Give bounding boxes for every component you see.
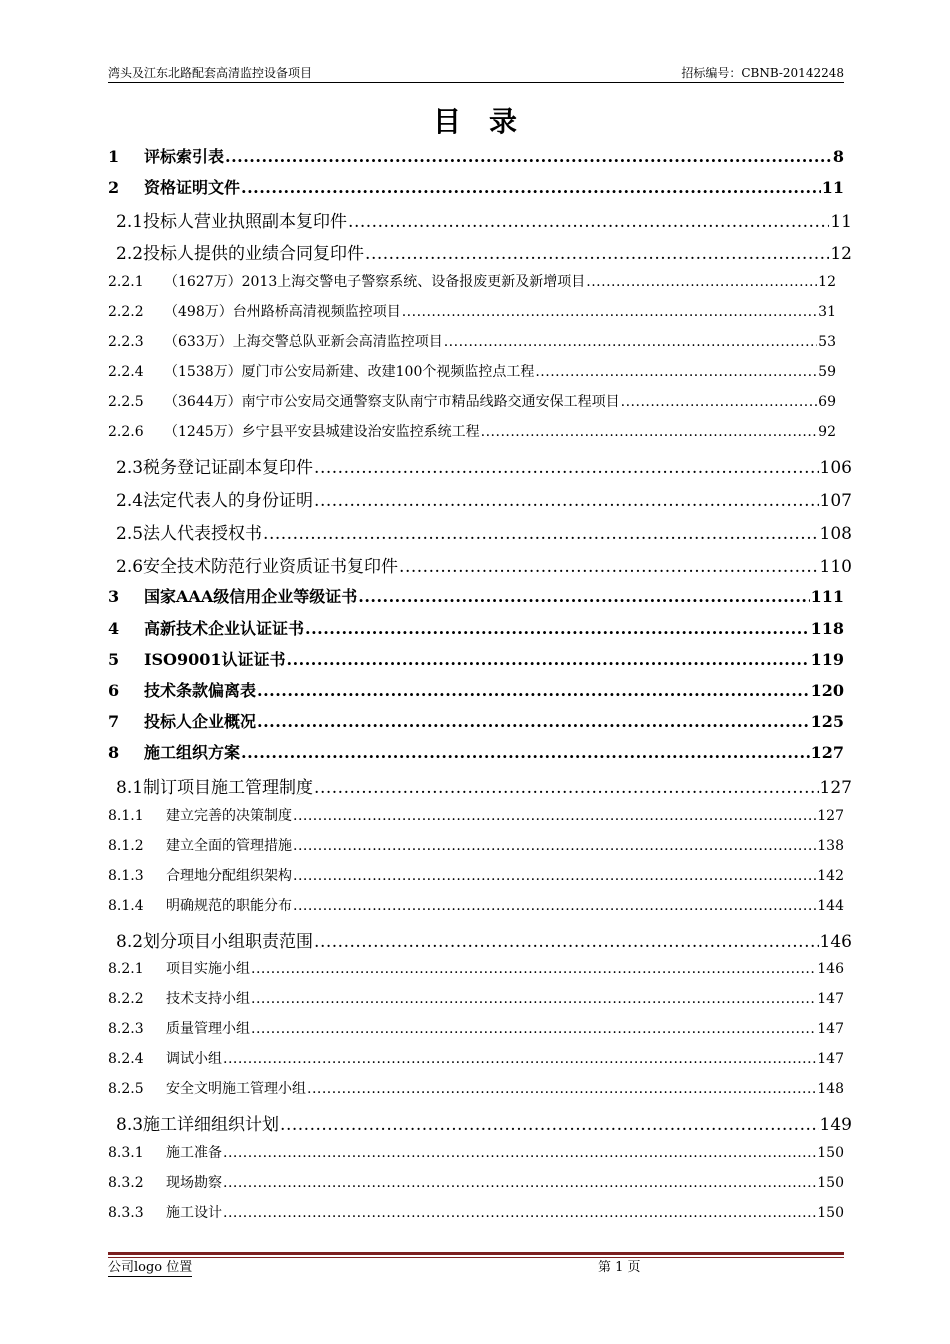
footer-logo-placeholder: 公司logo 位置 <box>108 1260 193 1275</box>
toc-leader-dots <box>257 681 810 700</box>
toc-entry[interactable] <box>108 207 852 232</box>
toc-leader-dots <box>251 991 816 1007</box>
toc-leader-dots <box>251 1021 816 1037</box>
toc-entry-title: 制订项目施工管理制度 <box>143 778 314 798</box>
toc-entry-page: 11 <box>821 178 844 197</box>
toc-leader-dots <box>348 212 829 232</box>
toc-entry-page: 12 <box>818 274 836 290</box>
toc-leader-dots <box>287 650 810 669</box>
page-footer <box>108 1260 844 1278</box>
toc-leader-dots <box>314 458 819 478</box>
toc-entry-number: 8.2.5 <box>108 1081 144 1097</box>
toc-entry-page: 150 <box>817 1145 844 1161</box>
toc-entry[interactable] <box>108 361 836 381</box>
toc-entry-page: 118 <box>810 619 844 638</box>
toc-leader-dots <box>241 178 821 197</box>
toc-entry[interactable] <box>108 616 844 639</box>
toc-entry[interactable] <box>108 331 836 351</box>
toc-entry-number: 8.3.1 <box>108 1145 144 1161</box>
toc-entry-number: 8.2 <box>116 932 144 952</box>
toc-entry-title: 投标人提供的业绩合同复印件 <box>143 244 365 264</box>
toc-entry-page: 144 <box>817 898 844 914</box>
toc-entry-number: 8.2.2 <box>108 991 144 1007</box>
toc-title: 目录 <box>432 105 545 138</box>
toc-entry[interactable] <box>108 1048 844 1068</box>
toc-entry-title: 项目实施小组 <box>166 961 250 977</box>
toc-entry-number: 2.6 <box>116 557 144 577</box>
toc-entry-number: 8.3.2 <box>108 1175 144 1191</box>
toc-entry-number: 2.2.5 <box>108 394 144 410</box>
toc-entry-page: 110 <box>819 557 852 577</box>
toc-entry-page: 69 <box>818 394 836 410</box>
toc-entry-title: 质量管理小组 <box>166 1021 250 1037</box>
header-project-title: 湾头及江东北路配套高清监控设备项目 <box>108 66 313 80</box>
toc-entry-number: 5 <box>108 650 120 669</box>
footer-page-number: 第 1 页 <box>598 1260 641 1275</box>
toc-entry-page: 119 <box>810 650 844 669</box>
toc-entry-title: 安全技术防范行业资质证书复印件 <box>143 557 399 577</box>
page-header <box>108 66 844 83</box>
toc-leader-dots <box>535 364 817 380</box>
toc-leader-dots <box>241 743 810 762</box>
toc-entry-page: 12 <box>830 244 852 264</box>
toc-entry[interactable] <box>108 740 844 763</box>
toc-entry-title: 法定代表人的身份证明 <box>143 491 314 511</box>
toc-entry-title: 施工设计 <box>166 1205 222 1221</box>
toc-leader-dots <box>314 778 819 798</box>
toc-entry[interactable] <box>108 271 836 291</box>
toc-entry-title: 法人代表授权书 <box>143 524 263 544</box>
toc-entry-number: 2.3 <box>116 458 144 478</box>
toc-entry-number: 6 <box>108 681 120 700</box>
toc-entry-title: ISO9001认证证书 <box>144 650 286 669</box>
toc-entry-page: 106 <box>819 458 852 478</box>
toc-entry[interactable] <box>108 391 836 411</box>
toc-entry-title: 施工详细组织计划 <box>143 1115 280 1135</box>
toc-entry-page: 146 <box>817 961 844 977</box>
toc-entry-title: （1245万）乡宁县平安县城建设治安监控系统工程 <box>164 424 480 440</box>
toc-entry-number: 2.4 <box>116 491 144 511</box>
toc-entry[interactable] <box>108 453 852 478</box>
toc-entry-number: 2.2.3 <box>108 334 144 350</box>
toc-entry-number: 2.2.4 <box>108 364 144 380</box>
toc-entry-page: 108 <box>819 524 852 544</box>
toc-entry-number: 2.2.1 <box>108 274 144 290</box>
toc-entry-page: 150 <box>817 1205 844 1221</box>
toc-leader-dots <box>293 838 816 854</box>
toc-entry[interactable] <box>108 865 844 885</box>
toc-entry[interactable] <box>108 301 836 321</box>
toc-entry-title: （1627万）2013上海交警电子警察系统、设备报废更新及新增项目 <box>164 274 586 290</box>
toc-entry-title: （1538万）厦门市公安局新建、改建100个视频监控点工程 <box>164 364 535 380</box>
toc-entry[interactable] <box>108 709 844 732</box>
toc-entry-page: 127 <box>817 808 844 824</box>
toc-entry-page: 138 <box>817 838 844 854</box>
toc-entry-page: 150 <box>817 1175 844 1191</box>
toc-entry-number: 2.1 <box>116 212 144 232</box>
toc-entry[interactable] <box>108 1078 844 1098</box>
toc-entry-title: 评标索引表 <box>144 147 225 166</box>
toc-entry-number: 2.2.2 <box>108 304 144 320</box>
toc-entry[interactable] <box>108 1202 844 1222</box>
toc-entry[interactable] <box>108 1172 844 1192</box>
toc-entry-page: 147 <box>817 1051 844 1067</box>
toc-leader-dots <box>586 274 817 290</box>
toc-entry-number: 8.3 <box>116 1115 144 1135</box>
toc-leader-dots <box>225 147 832 166</box>
toc-entry-title: 技术支持小组 <box>166 991 250 1007</box>
toc-entry-number: 8.1.2 <box>108 838 144 854</box>
toc-entry-number: 2.2.6 <box>108 424 144 440</box>
toc-entry[interactable] <box>108 552 852 577</box>
toc-entry-number: 8 <box>108 743 120 762</box>
toc-entry[interactable] <box>108 486 852 511</box>
toc-entry-number: 1 <box>108 147 120 166</box>
toc-entry[interactable] <box>108 584 844 607</box>
toc-entry[interactable] <box>108 519 852 544</box>
header-tender-number: 招标编号：CBNB-20142248 <box>681 66 844 80</box>
toc-leader-dots <box>444 334 817 350</box>
toc-entry[interactable] <box>108 421 836 441</box>
toc-entry-page: 146 <box>819 932 852 952</box>
toc-leader-dots <box>257 712 810 731</box>
toc-entry-title: 建立全面的管理措施 <box>166 838 292 854</box>
toc-entry[interactable] <box>108 835 844 855</box>
toc-entry-page: 127 <box>810 743 844 762</box>
toc-entry-title: 建立完善的决策制度 <box>166 808 292 824</box>
toc-entry-number: 3 <box>108 587 120 606</box>
toc-entry[interactable] <box>108 895 844 915</box>
toc-leader-dots <box>305 619 810 638</box>
toc-entry-title: 投标人营业执照副本复印件 <box>143 212 348 232</box>
toc-entry-page: 92 <box>818 424 836 440</box>
toc-entry-title: 技术条款偏离表 <box>144 681 257 700</box>
toc-entry-page: 147 <box>817 1021 844 1037</box>
toc-entry-number: 2 <box>108 178 120 197</box>
toc-leader-dots <box>280 1115 819 1135</box>
toc-leader-dots <box>223 1051 816 1067</box>
toc-entry-page: 125 <box>810 712 844 731</box>
toc-entry-page: 59 <box>818 364 836 380</box>
toc-entry-page: 127 <box>819 778 852 798</box>
toc-entry-page: 148 <box>817 1081 844 1097</box>
toc-leader-dots <box>293 898 816 914</box>
toc-entry[interactable] <box>108 144 844 167</box>
toc-entry-title: 现场勘察 <box>166 1175 222 1191</box>
toc-entry-title: （3644万）南宁市公安局交通警察支队南宁市精品线路交通安保工程项目 <box>164 394 620 410</box>
toc-entry-page: 107 <box>819 491 852 511</box>
toc-entry-title: 明确规范的职能分布 <box>166 898 292 914</box>
toc-entry[interactable] <box>108 988 844 1008</box>
toc-leader-dots <box>365 244 829 264</box>
toc-entry-number: 8.2.4 <box>108 1051 144 1067</box>
toc-entry-page: 11 <box>830 212 852 232</box>
toc-entry-title: 资格证明文件 <box>144 178 241 197</box>
toc-entry-title: 安全文明施工管理小组 <box>166 1081 306 1097</box>
toc-entry[interactable] <box>108 1110 852 1135</box>
toc-leader-dots <box>263 524 819 544</box>
toc-entry[interactable] <box>108 175 844 198</box>
toc-leader-dots <box>223 1145 816 1161</box>
toc-entry-page: 147 <box>817 991 844 1007</box>
toc-entry-page: 53 <box>818 334 836 350</box>
toc-leader-dots <box>399 557 819 577</box>
toc-entry-number: 2.2 <box>116 244 144 264</box>
toc-entry-page: 142 <box>817 868 844 884</box>
toc-entry-number: 8.2.3 <box>108 1021 144 1037</box>
toc-leader-dots <box>314 491 819 511</box>
toc-entry-title: 调试小组 <box>166 1051 222 1067</box>
toc-entry[interactable] <box>108 958 844 978</box>
toc-leader-dots <box>251 961 816 977</box>
toc-entry-title: （498万）台州路桥高清视频监控项目 <box>164 304 401 320</box>
footer-rule-thin <box>108 1257 844 1258</box>
toc-leader-dots <box>293 868 816 884</box>
toc-entry-number: 4 <box>108 619 120 638</box>
toc-leader-dots <box>223 1205 816 1221</box>
toc-entry[interactable] <box>108 239 852 264</box>
toc-leader-dots <box>314 932 819 952</box>
toc-entry-number: 8.1.1 <box>108 808 144 824</box>
toc-entry-number: 2.5 <box>116 524 144 544</box>
toc-entry-number: 8.2.1 <box>108 961 144 977</box>
toc-entry-title: 施工准备 <box>166 1145 222 1161</box>
toc-leader-dots <box>223 1175 816 1191</box>
toc-leader-dots <box>402 304 817 320</box>
toc-entry-title: （633万）上海交警总队亚新会高清监控项目 <box>164 334 443 350</box>
toc-entry-number: 8.1 <box>116 778 144 798</box>
toc-entry[interactable] <box>108 647 844 670</box>
toc-entry-number: 8.1.3 <box>108 868 144 884</box>
toc-entry-title: 合理地分配组织架构 <box>166 868 292 884</box>
toc-leader-dots <box>293 808 816 824</box>
toc-entry[interactable] <box>108 927 852 952</box>
toc-leader-dots <box>358 587 809 606</box>
toc-entry-page: 31 <box>818 304 836 320</box>
toc-entry-title: 划分项目小组职责范围 <box>143 932 314 952</box>
toc-entry-page: 149 <box>819 1115 852 1135</box>
toc-entry[interactable] <box>108 678 844 701</box>
toc-leader-dots <box>481 424 818 440</box>
toc-entry-page: 8 <box>832 147 844 166</box>
toc-entry-page: 120 <box>810 681 844 700</box>
toc-leader-dots <box>621 394 818 410</box>
toc-entry[interactable] <box>108 773 852 798</box>
toc-entry-title: 税务登记证副本复印件 <box>143 458 314 478</box>
toc-entry-number: 8.3.3 <box>108 1205 144 1221</box>
toc-entry-title: 国家AAA级信用企业等级证书 <box>144 587 358 606</box>
toc-entry-title: 高新技术企业认证证书 <box>144 619 305 638</box>
toc-entry-number: 8.1.4 <box>108 898 144 914</box>
toc-leader-dots <box>307 1081 816 1097</box>
toc-entry[interactable] <box>108 1018 844 1038</box>
toc-entry[interactable] <box>108 805 844 825</box>
toc-entry[interactable] <box>108 1142 844 1162</box>
toc-entry-number: 7 <box>108 712 120 731</box>
footer-rule <box>108 1252 844 1255</box>
toc-entry-page: 111 <box>810 587 844 606</box>
toc-entry-title: 施工组织方案 <box>144 743 241 762</box>
toc-entry-title: 投标人企业概况 <box>144 712 257 731</box>
